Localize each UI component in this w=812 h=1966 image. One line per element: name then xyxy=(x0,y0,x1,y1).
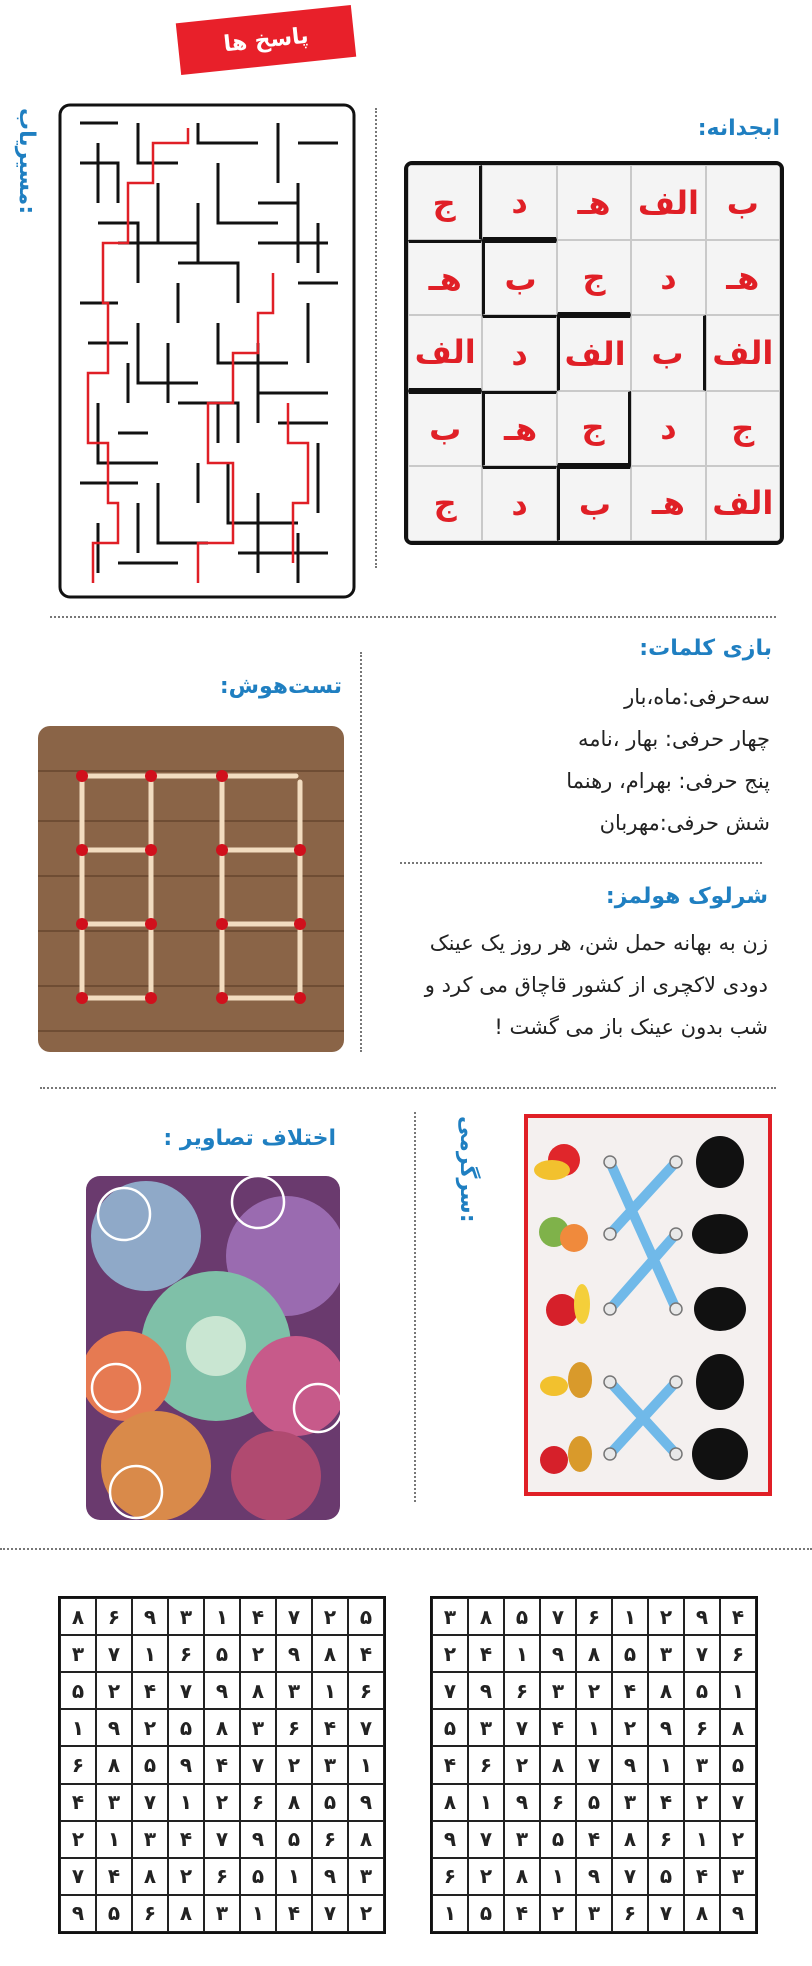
maze-image xyxy=(58,103,356,599)
sudoku-cell: ۷ xyxy=(96,1635,132,1672)
sudoku-cell: ۱ xyxy=(504,1635,540,1672)
sudoku-cell: ۷ xyxy=(576,1746,612,1783)
differences-title: اختلاف تصاویر : xyxy=(163,1126,336,1151)
sudoku-cell: ۹ xyxy=(204,1672,240,1709)
abjad-cell: الف xyxy=(706,315,780,390)
sherlock-line: زن به بهانه حمل شن، هر روز یک عینک xyxy=(429,931,768,955)
sudoku-cell: ۳ xyxy=(240,1709,276,1746)
sudoku-cell: ۷ xyxy=(720,1784,756,1821)
divider xyxy=(400,862,762,864)
sudoku-cell: ۳ xyxy=(504,1821,540,1858)
sudoku-cell: ۷ xyxy=(348,1709,384,1746)
sudoku-cell: ۸ xyxy=(612,1821,648,1858)
sudoku-cell: ۶ xyxy=(168,1635,204,1672)
sudoku-cell: ۵ xyxy=(648,1858,684,1895)
sudoku-cell: ۴ xyxy=(612,1672,648,1709)
sudoku-cell: ۲ xyxy=(504,1746,540,1783)
sudoku-cell: ۳ xyxy=(276,1672,312,1709)
sudoku-cell: ۸ xyxy=(312,1635,348,1672)
sudoku-right-grid xyxy=(430,1596,758,1934)
sudoku-cell: ۸ xyxy=(648,1672,684,1709)
sudoku-left-grid xyxy=(58,1596,386,1934)
sudoku-cell: ۶ xyxy=(468,1746,504,1783)
sudoku-cell: ۱ xyxy=(312,1672,348,1709)
sudoku-cell: ۲ xyxy=(612,1709,648,1746)
abjad-cell: د xyxy=(482,315,556,390)
sudoku-cell: ۷ xyxy=(468,1821,504,1858)
abjad-cell: ج xyxy=(408,165,482,240)
sudoku-cell: ۶ xyxy=(612,1895,648,1932)
entertainment-title: سرگرمی: xyxy=(455,1116,480,1223)
sudoku-cell: ۷ xyxy=(60,1858,96,1895)
sudoku-cell: ۵ xyxy=(96,1895,132,1932)
sudoku-cell: ۶ xyxy=(96,1598,132,1635)
sudoku-cell: ۵ xyxy=(276,1821,312,1858)
sudoku-cell: ۸ xyxy=(540,1746,576,1783)
sudoku-cell: ۱ xyxy=(60,1709,96,1746)
sudoku-cell: ۷ xyxy=(168,1672,204,1709)
sudoku-cell: ۲ xyxy=(240,1635,276,1672)
iq-test-title: تست‌هوش: xyxy=(219,674,342,699)
sudoku-cell: ۷ xyxy=(684,1635,720,1672)
sudoku-cell: ۳ xyxy=(132,1821,168,1858)
sudoku-cell: ۴ xyxy=(276,1895,312,1932)
sudoku-cell: ۳ xyxy=(312,1746,348,1783)
sudoku-cell: ۱ xyxy=(96,1821,132,1858)
abjad-cell: الف xyxy=(408,315,482,390)
abjad-cell: د xyxy=(482,466,556,541)
sudoku-cell: ۴ xyxy=(312,1709,348,1746)
sudoku-cell: ۸ xyxy=(504,1858,540,1895)
sudoku-cell: ۶ xyxy=(240,1784,276,1821)
sudoku-cell: ۲ xyxy=(96,1672,132,1709)
divider xyxy=(375,108,377,568)
sudoku-cell: ۲ xyxy=(132,1709,168,1746)
sudoku-cell: ۴ xyxy=(648,1784,684,1821)
sudoku-cell: ۶ xyxy=(204,1858,240,1895)
sherlock-line: شب بدون عینک باز می گشت ! xyxy=(494,1015,768,1039)
sudoku-cell: ۷ xyxy=(648,1895,684,1932)
sudoku-cell: ۶ xyxy=(576,1598,612,1635)
sudoku-cell: ۲ xyxy=(720,1821,756,1858)
sudoku-cell: ۲ xyxy=(348,1895,384,1932)
sudoku-cell: ۹ xyxy=(132,1598,168,1635)
sudoku-cell: ۱ xyxy=(612,1598,648,1635)
sudoku-cell: ۲ xyxy=(432,1635,468,1672)
sudoku-cell: ۵ xyxy=(684,1672,720,1709)
sudoku-cell: ۴ xyxy=(96,1858,132,1895)
sudoku-cell: ۹ xyxy=(468,1672,504,1709)
sudoku-cell: ۴ xyxy=(60,1784,96,1821)
sudoku-cell: ۹ xyxy=(96,1709,132,1746)
sudoku-cell: ۶ xyxy=(312,1821,348,1858)
maze-title: مسیریاب: xyxy=(14,108,39,215)
sudoku-cell: ۳ xyxy=(612,1784,648,1821)
sudoku-cell: ۸ xyxy=(348,1821,384,1858)
sudoku-cell: ۱ xyxy=(468,1784,504,1821)
sudoku-cell: ۶ xyxy=(348,1672,384,1709)
sudoku-cell: ۸ xyxy=(684,1895,720,1932)
sudoku-cell: ۱ xyxy=(348,1746,384,1783)
sherlock-answer xyxy=(425,922,768,1048)
sudoku-cell: ۹ xyxy=(276,1635,312,1672)
sudoku-cell: ۴ xyxy=(720,1598,756,1635)
sudoku-cell: ۳ xyxy=(540,1672,576,1709)
sudoku-cell: ۳ xyxy=(168,1598,204,1635)
sudoku-cell: ۵ xyxy=(720,1746,756,1783)
sudoku-cell: ۱ xyxy=(240,1895,276,1932)
sudoku-cell: ۵ xyxy=(540,1821,576,1858)
sudoku-cell: ۴ xyxy=(504,1895,540,1932)
sudoku-cell: ۲ xyxy=(276,1746,312,1783)
sudoku-cell: ۱ xyxy=(432,1895,468,1932)
sudoku-cell: ۴ xyxy=(348,1635,384,1672)
sudoku-cell: ۴ xyxy=(168,1821,204,1858)
sudoku-cell: ۸ xyxy=(468,1598,504,1635)
abjad-cell: ج xyxy=(408,466,482,541)
sudoku-cell: ۸ xyxy=(240,1672,276,1709)
abjad-cell: الف xyxy=(631,165,705,240)
sudoku-cell: ۷ xyxy=(204,1821,240,1858)
answers-banner-title: پاسخ ها xyxy=(222,23,310,57)
sudoku-cell: ۹ xyxy=(504,1784,540,1821)
sudoku-cell: ۸ xyxy=(204,1709,240,1746)
sudoku-cell: ۸ xyxy=(132,1858,168,1895)
divider xyxy=(0,1548,812,1550)
sudoku-cell: ۱ xyxy=(276,1858,312,1895)
abjad-cell: هـ xyxy=(557,165,631,240)
abjad-title: ابجدانه: xyxy=(697,116,780,141)
sudoku-cell: ۲ xyxy=(648,1598,684,1635)
sudoku-cell: ۹ xyxy=(684,1598,720,1635)
sudoku-cell: ۹ xyxy=(432,1821,468,1858)
sudoku-cell: ۲ xyxy=(312,1598,348,1635)
word-game-title: بازی کلمات: xyxy=(639,636,772,661)
sudoku-cell: ۸ xyxy=(96,1746,132,1783)
sudoku-cell: ۹ xyxy=(348,1784,384,1821)
abjad-cell: الف xyxy=(706,466,780,541)
sudoku-cell: ۲ xyxy=(540,1895,576,1932)
divider xyxy=(360,652,362,1052)
sudoku-cell: ۳ xyxy=(96,1784,132,1821)
sudoku-cell: ۲ xyxy=(60,1821,96,1858)
abjad-cell: د xyxy=(482,165,556,240)
sudoku-cell: ۵ xyxy=(132,1746,168,1783)
sudoku-cell: ۶ xyxy=(540,1784,576,1821)
sudoku-cell: ۹ xyxy=(612,1746,648,1783)
sudoku-cell: ۹ xyxy=(60,1895,96,1932)
sudoku-cell: ۳ xyxy=(576,1895,612,1932)
sudoku-cell: ۷ xyxy=(432,1672,468,1709)
sudoku-cell: ۴ xyxy=(132,1672,168,1709)
matchstick-image xyxy=(38,726,344,1052)
sudoku-cell: ۶ xyxy=(276,1709,312,1746)
sudoku-cell: ۱ xyxy=(648,1746,684,1783)
sudoku-cell: ۵ xyxy=(60,1672,96,1709)
sudoku-cell: ۵ xyxy=(504,1598,540,1635)
sudoku-cell: ۱ xyxy=(576,1709,612,1746)
sudoku-cell: ۱ xyxy=(684,1821,720,1858)
word-game-line: سه‌حرفی:ماه،بار xyxy=(624,685,770,709)
abjad-cell: ب xyxy=(631,315,705,390)
sudoku-cell: ۹ xyxy=(240,1821,276,1858)
abjad-cell: هـ xyxy=(408,240,482,315)
divider xyxy=(40,1087,776,1089)
succulents-image xyxy=(86,1176,340,1520)
sudoku-cell: ۶ xyxy=(684,1709,720,1746)
sudoku-cell: ۱ xyxy=(132,1635,168,1672)
sudoku-cell: ۶ xyxy=(132,1895,168,1932)
sudoku-cell: ۴ xyxy=(204,1746,240,1783)
sudoku-cell: ۱ xyxy=(204,1598,240,1635)
sudoku-cell: ۵ xyxy=(612,1635,648,1672)
sudoku-cell: ۳ xyxy=(468,1709,504,1746)
sudoku-cell: ۵ xyxy=(240,1858,276,1895)
sudoku-cell: ۴ xyxy=(432,1746,468,1783)
sudoku-cell: ۲ xyxy=(204,1784,240,1821)
sudoku-cell: ۸ xyxy=(276,1784,312,1821)
abjad-cell: هـ xyxy=(706,240,780,315)
sudoku-cell: ۵ xyxy=(168,1709,204,1746)
sudoku-cell: ۱ xyxy=(168,1784,204,1821)
sudoku-cell: ۸ xyxy=(60,1598,96,1635)
divider xyxy=(50,616,776,618)
word-game-line: پنج حرفی: بهرام، رهنما xyxy=(566,769,770,793)
abjad-cell: ج xyxy=(706,391,780,466)
abjad-grid xyxy=(404,161,784,545)
sudoku-cell: ۷ xyxy=(540,1598,576,1635)
sudoku-cell: ۶ xyxy=(60,1746,96,1783)
sudoku-cell: ۲ xyxy=(168,1858,204,1895)
sudoku-cell: ۵ xyxy=(468,1895,504,1932)
sudoku-cell: ۵ xyxy=(348,1598,384,1635)
word-game-line: شش حرفی:مهربان xyxy=(599,811,770,835)
answers-banner xyxy=(176,5,356,75)
sudoku-cell: ۱ xyxy=(720,1672,756,1709)
sudoku-cell: ۲ xyxy=(684,1784,720,1821)
abjad-cell: ج xyxy=(557,391,631,466)
sudoku-cell: ۳ xyxy=(648,1635,684,1672)
sudoku-cell: ۶ xyxy=(720,1635,756,1672)
sudoku-cell: ۱ xyxy=(540,1858,576,1895)
sudoku-cell: ۳ xyxy=(432,1598,468,1635)
abjad-cell: ب xyxy=(557,466,631,541)
abjad-cell: هـ xyxy=(631,466,705,541)
sudoku-cell: ۴ xyxy=(468,1635,504,1672)
sudoku-cell: ۵ xyxy=(576,1784,612,1821)
sudoku-cell: ۹ xyxy=(648,1709,684,1746)
sudoku-cell: ۹ xyxy=(576,1858,612,1895)
sudoku-cell: ۸ xyxy=(576,1635,612,1672)
sudoku-cell: ۷ xyxy=(276,1598,312,1635)
abjad-cell: ب xyxy=(482,240,556,315)
sudoku-cell: ۶ xyxy=(432,1858,468,1895)
sudoku-cell: ۵ xyxy=(432,1709,468,1746)
abjad-cell: الف xyxy=(557,315,631,390)
sudoku-cell: ۲ xyxy=(468,1858,504,1895)
sudoku-cell: ۶ xyxy=(504,1672,540,1709)
sudoku-cell: ۹ xyxy=(720,1895,756,1932)
abjad-cell: د xyxy=(631,240,705,315)
abjad-cell: هـ xyxy=(482,391,556,466)
sudoku-cell: ۸ xyxy=(720,1709,756,1746)
abjad-cell: د xyxy=(631,391,705,466)
sudoku-cell: ۶ xyxy=(648,1821,684,1858)
sherlock-title: شرلوک هولمز: xyxy=(605,884,768,909)
sudoku-cell: ۷ xyxy=(504,1709,540,1746)
sudoku-cell: ۹ xyxy=(312,1858,348,1895)
sudoku-cell: ۷ xyxy=(240,1746,276,1783)
sudoku-cell: ۳ xyxy=(348,1858,384,1895)
fruit-matching-image xyxy=(524,1114,772,1496)
abjad-cell: ج xyxy=(557,240,631,315)
sudoku-cell: ۲ xyxy=(576,1672,612,1709)
sherlock-line: دودی لاکچری از کشور قاچاق می کرد و xyxy=(424,973,768,997)
abjad-cell: ب xyxy=(706,165,780,240)
sudoku-cell: ۳ xyxy=(684,1746,720,1783)
sudoku-cell: ۷ xyxy=(612,1858,648,1895)
sudoku-cell: ۴ xyxy=(240,1598,276,1635)
sudoku-cell: ۴ xyxy=(540,1709,576,1746)
sudoku-cell: ۹ xyxy=(168,1746,204,1783)
sudoku-cell: ۹ xyxy=(540,1635,576,1672)
sudoku-cell: ۴ xyxy=(576,1821,612,1858)
sudoku-cell: ۴ xyxy=(684,1858,720,1895)
sudoku-cell: ۸ xyxy=(168,1895,204,1932)
sudoku-cell: ۳ xyxy=(204,1895,240,1932)
sudoku-cell: ۵ xyxy=(312,1784,348,1821)
word-game-line: چهار حرفی: بهار ،نامه xyxy=(577,727,770,751)
word-game-answers xyxy=(566,676,770,844)
abjad-cell: ب xyxy=(408,391,482,466)
sudoku-cell: ۸ xyxy=(432,1784,468,1821)
sudoku-cell: ۵ xyxy=(204,1635,240,1672)
sudoku-cell: ۷ xyxy=(132,1784,168,1821)
sudoku-cell: ۳ xyxy=(60,1635,96,1672)
divider xyxy=(414,1112,416,1502)
sudoku-cell: ۷ xyxy=(312,1895,348,1932)
sudoku-cell: ۳ xyxy=(720,1858,756,1895)
